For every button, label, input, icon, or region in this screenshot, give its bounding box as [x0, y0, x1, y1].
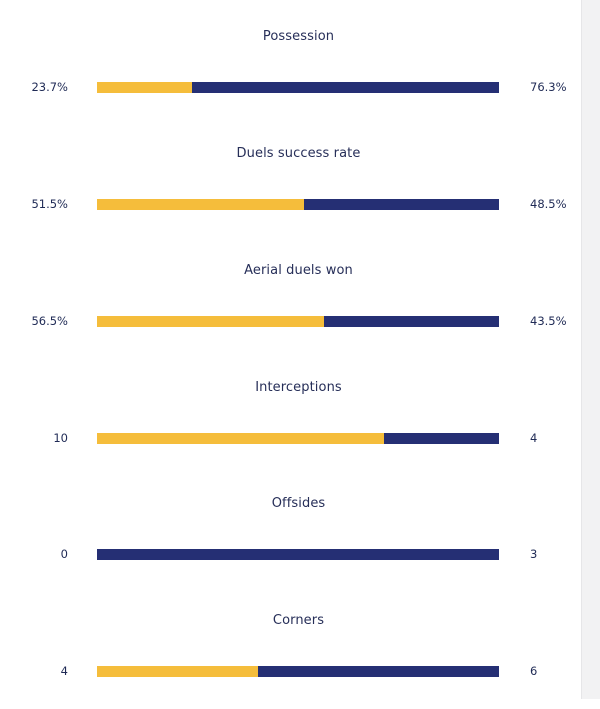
home-bar-fill — [97, 433, 384, 444]
stat-title: Duels success rate — [236, 146, 361, 161]
stat-aerial-duels-won — [0, 242, 582, 359]
away-value: 48.5% — [530, 197, 567, 211]
away-value: 3 — [530, 547, 538, 561]
home-bar-fill — [97, 82, 192, 93]
comparison-bar — [97, 316, 499, 327]
comparison-bar — [97, 82, 499, 93]
home-bar-fill — [97, 666, 258, 677]
stat-corners — [0, 592, 582, 709]
stat-duels-success-rate — [0, 125, 582, 242]
comparison-bar — [97, 199, 499, 210]
away-value: 43.5% — [530, 314, 567, 328]
stat-title: Aerial duels won — [244, 263, 353, 278]
comparison-bar — [97, 666, 499, 677]
stat-title: Possession — [262, 29, 335, 44]
home-value: 51.5% — [31, 197, 68, 211]
stat-offsides — [0, 475, 582, 592]
away-value: 6 — [530, 664, 538, 678]
home-value: 0 — [60, 547, 68, 561]
home-value: 10 — [53, 431, 68, 445]
comparison-bar — [97, 433, 499, 444]
stat-title: Corners — [272, 613, 325, 628]
home-bar-fill — [97, 316, 324, 327]
stat-interceptions — [0, 359, 582, 476]
away-value: 76.3% — [530, 80, 567, 94]
stat-possession — [0, 8, 582, 125]
home-bar-fill — [97, 199, 304, 210]
stat-title: Interceptions — [255, 380, 342, 395]
scrollbar-track[interactable] — [581, 0, 600, 699]
away-value: 4 — [530, 431, 538, 445]
home-value: 56.5% — [31, 314, 68, 328]
stat-title: Offsides — [271, 496, 326, 511]
home-value: 4 — [60, 664, 68, 678]
comparison-bar — [97, 549, 499, 560]
home-value: 23.7% — [31, 80, 68, 94]
